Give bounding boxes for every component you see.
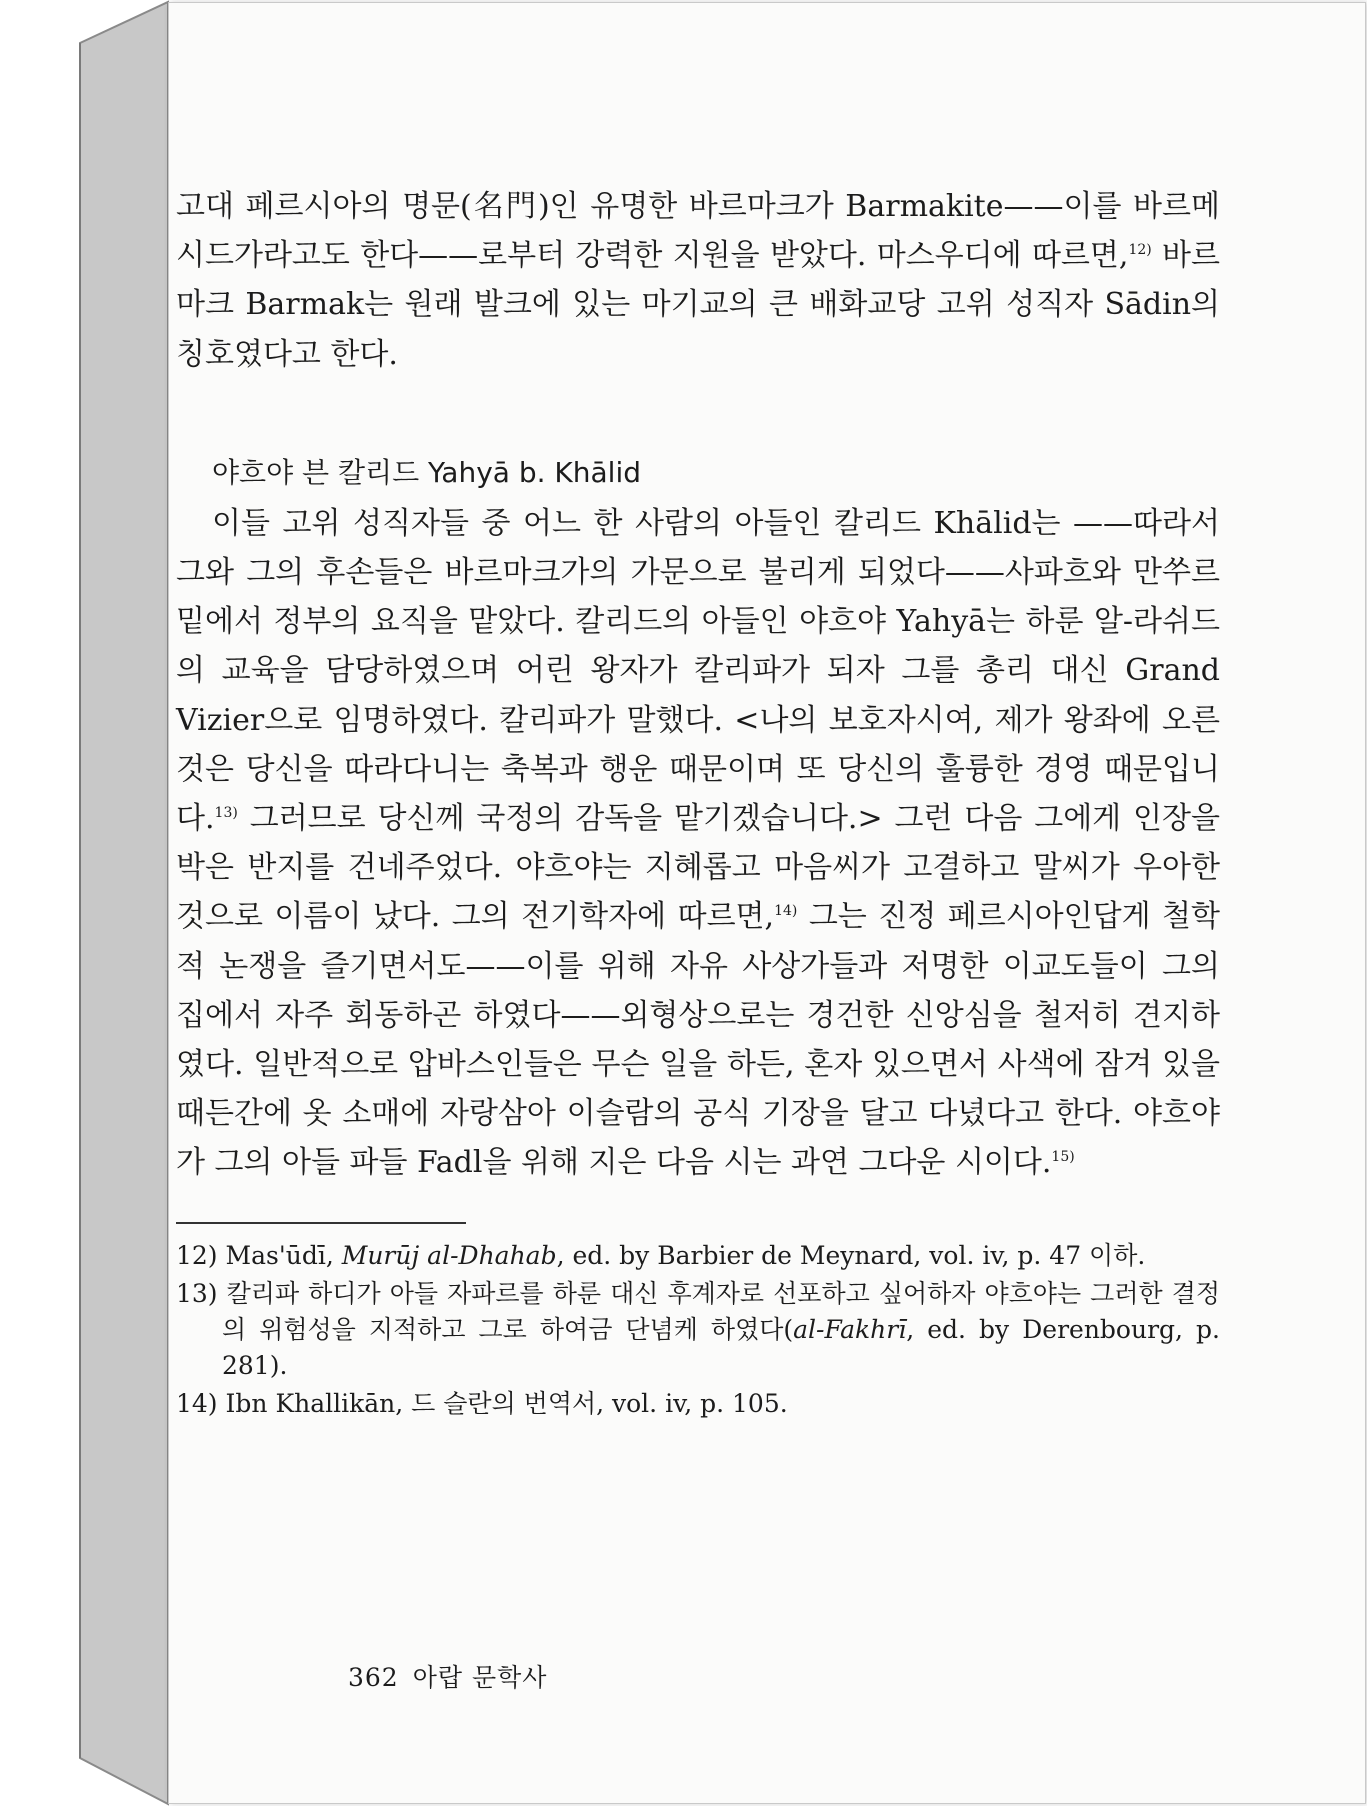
book-spine [0,0,170,1806]
intro-paragraph: 고대 페르시아의 명문(名門)인 유명한 바르마크가 Barmakite——이를 바르메시드가라고도 한다——로부터 강력한 지원을 받았다. 마스우디에 따르면,$^{12)}$ 바르마크 Barmak는 원래 발크에 있는 마기교의 큰 배화교당 고위 성직자 Sādin의 칭호였다고 한다. [176,189,1220,372]
footnote-12: 12) Mas'ūdī, Murūj al-Dhahab, ed. by Barbier de Meynard, vol. iv, p. 47 이하. [176,1240,1146,1270]
footnote-ref-15[interactable]: 15) [1051,1149,1075,1166]
page-content [176,182,1220,1424]
body-paragraph: 이들 고위 성직자들 중 어느 한 사람의 아들인 칼리드 Khālid는 ——따라서 그와 그의 후손들은 바르마크가의 가문으로 불리게 되었다——사파흐와 만쑤르 밑에서 정부의 요직을 맡았다. 칼리드의 아들인 야흐야 Yahyā는 하룬 알-라쉬드의 교육을 담당하였으며 어린 왕자가 칼리파가 되자 그를 총리 대신 Grand Vizier으로 임명하였다. 칼리파가 말했다. <나의 보호자시여, 제가 왕좌에 오른 것은 당신을 따라다니는 축복과 행운 때문이며 또 당신의 훌륭한 경영 때문입니다.$^{13)}$ 그러므로 당신께 국정의 감독을 맡기겠습니다.> 그런 다음 그에게 인장을 박은 반지를 건네주었다. 야흐야는 지혜롭고 마음씨가 고결하고 말씨가 우아한 것으로 이름이 났다. 그의 전기학자에 따르면,$^{14)}$ 그는 진정 페르시아인답게 철학적 논쟁을 즐기면서도——이를 위해 자유 사상가들과 저명한 이교도들이 그의 집에서 자주 회동하곤 하였다——외형상으로는 경건한 신앙심을 철저히 견지하였다. 일반적으로 압바스인들은 무슨 일을 하든, 혼자 있으면서 사색에 잠겨 있을 때든간에 옷 소매에 자랑삼아 이슬람의 공식 기장을 달고 다녔다고 한다. 야흐야가 그의 아들 파들 Fadl을 위해 지은 다음 시는 과연 그다운 시이다.$^{15)}$ [176,505,1220,1181]
footnote-ref-13[interactable]: 13) [214,805,238,822]
footnote-ref-14[interactable]: 14) [774,903,798,920]
footnote-13: 13) 칼리파 하디가 아들 자파르를 하룬 대신 후계자로 선포하고 싶어하자 야흐야는 그러한 결정의 위험성을 지적하고 그로 하여금 단념케 하였다(al-Fakhrī, ed. by Derenbourg, p. 281). [176,1278,1220,1380]
footnote-14: 14) Ibn Khallikān, 드 슬란의 번역서, vol. iv, p. 105. [176,1388,788,1418]
running-title: 아랍 문학사 [412,1663,548,1692]
page-folio [348,1658,547,1694]
page-number: 362 [348,1663,399,1692]
footnote-ref-12[interactable]: 12) [1128,242,1152,259]
section-title: 야흐야 븐 칼리드 Yahyā b. Khālid [212,455,641,489]
footnote-divider [176,1222,466,1224]
